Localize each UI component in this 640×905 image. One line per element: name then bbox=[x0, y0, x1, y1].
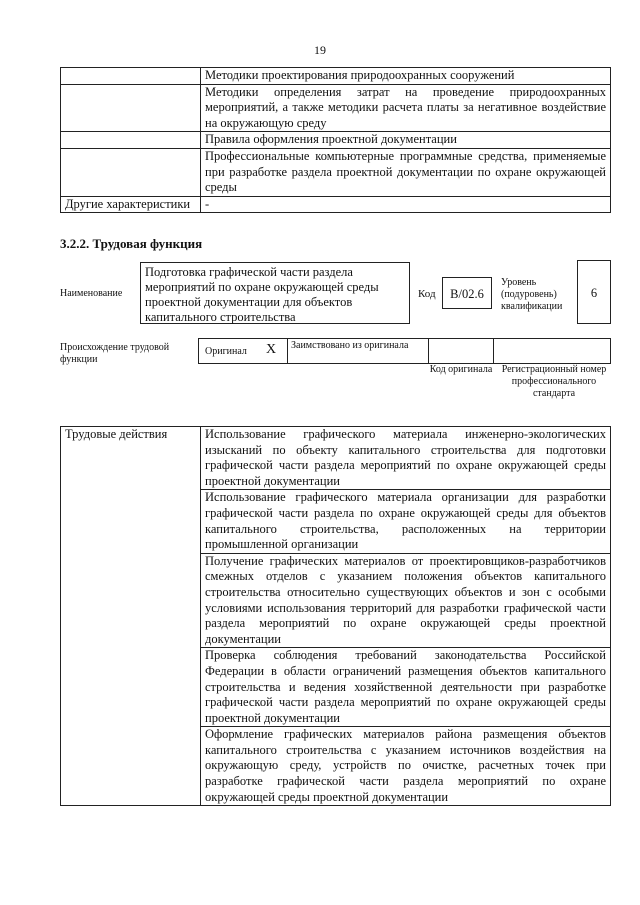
other-characteristics-label: Другие характеристики bbox=[61, 196, 201, 213]
function-name: Подготовка графической части раздела мероприятий по охране окружающей среды проектной документации для объектов капитального строительства bbox=[140, 262, 410, 324]
function-code: B/02.6 bbox=[442, 277, 492, 309]
row-value: Методики определения затрат на проведение природоохранных мероприятий, а также методики расчета платы за негативное воздействие на окружающую среду bbox=[201, 84, 611, 132]
row-value: Правила оформления проектной документации bbox=[201, 132, 611, 149]
qualification-level: 6 bbox=[577, 260, 611, 324]
origin-label: Происхождение трудовой функции bbox=[60, 342, 170, 365]
table-row bbox=[61, 68, 611, 85]
table-row bbox=[61, 132, 611, 149]
qualification-level-label: Уровень (подуровень) квалификации bbox=[501, 277, 563, 312]
original-code-caption: Код оригинала bbox=[429, 364, 493, 375]
section-title: 3.2.2. Трудовая функция bbox=[60, 236, 203, 251]
labor-action-item: Использование графического материала инженерно-экологических изысканий по объекту капитального строительства для подготовки графической части раздела мероприятий по охране окружающей среды проектной документации bbox=[201, 427, 611, 490]
labor-actions-label: Трудовые действия bbox=[61, 427, 201, 806]
table-row bbox=[61, 196, 611, 213]
original-mark: X bbox=[266, 342, 277, 357]
labor-action-item: Оформление графических материалов района размещения объектов капитального строительства с указанием источников воздействия на окружающую среду, устройств по очистке, расчетных точек при разработке графической части раздела мероприятий по охране окружающей среды проектной документации bbox=[201, 727, 611, 806]
row-label bbox=[61, 84, 201, 132]
table-row bbox=[61, 148, 611, 196]
labor-action-item: Использование графического материала организации для разработки графической части раздела по охране окружающей среды для объектов капитального строительства, расположенных на территории промышленной организации bbox=[201, 490, 611, 553]
table-row bbox=[61, 84, 611, 132]
labor-actions-table bbox=[60, 426, 611, 806]
borrowed-cell: Заимствовано из оригинала bbox=[287, 338, 429, 364]
original-cell bbox=[198, 338, 288, 364]
requirements-table bbox=[60, 67, 611, 213]
name-label: Наименование bbox=[60, 288, 123, 299]
page-number: 19 bbox=[314, 43, 326, 57]
registration-number-cell bbox=[493, 338, 611, 364]
row-label bbox=[61, 132, 201, 149]
original-label: Оригинал bbox=[205, 346, 247, 357]
row-label bbox=[61, 68, 201, 85]
labor-action-item: Получение графических материалов от проектировщиков-разработчиков смежных отделов с указанием положения объектов капитального строительства относительно существующих объектов и зон с особыми условиями использования территорий для разработки графической части раздела мероприятий по охране окружающей среды проектной документации bbox=[201, 553, 611, 648]
row-value: Методики проектирования природоохранных сооружений bbox=[201, 68, 611, 85]
row-value: Профессиональные компьютерные программные средства, применяемые при разработке раздела проектной документации по охране окружающей среды bbox=[201, 148, 611, 196]
table-row bbox=[61, 427, 611, 490]
other-characteristics-value: - bbox=[201, 196, 611, 213]
code-label: Код bbox=[418, 288, 436, 300]
labor-action-item: Проверка соблюдения требований законодательства Российской Федерации в области ограничений размещения объектов капитального строительства и ведения хозяйственной деятельности при разработке графической части раздела мероприятий по охране окружающей среды проектной документации bbox=[201, 648, 611, 727]
row-label bbox=[61, 148, 201, 196]
registration-number-caption: Регистрационный номер профессионального стандарта bbox=[501, 364, 607, 399]
original-code-cell bbox=[428, 338, 494, 364]
